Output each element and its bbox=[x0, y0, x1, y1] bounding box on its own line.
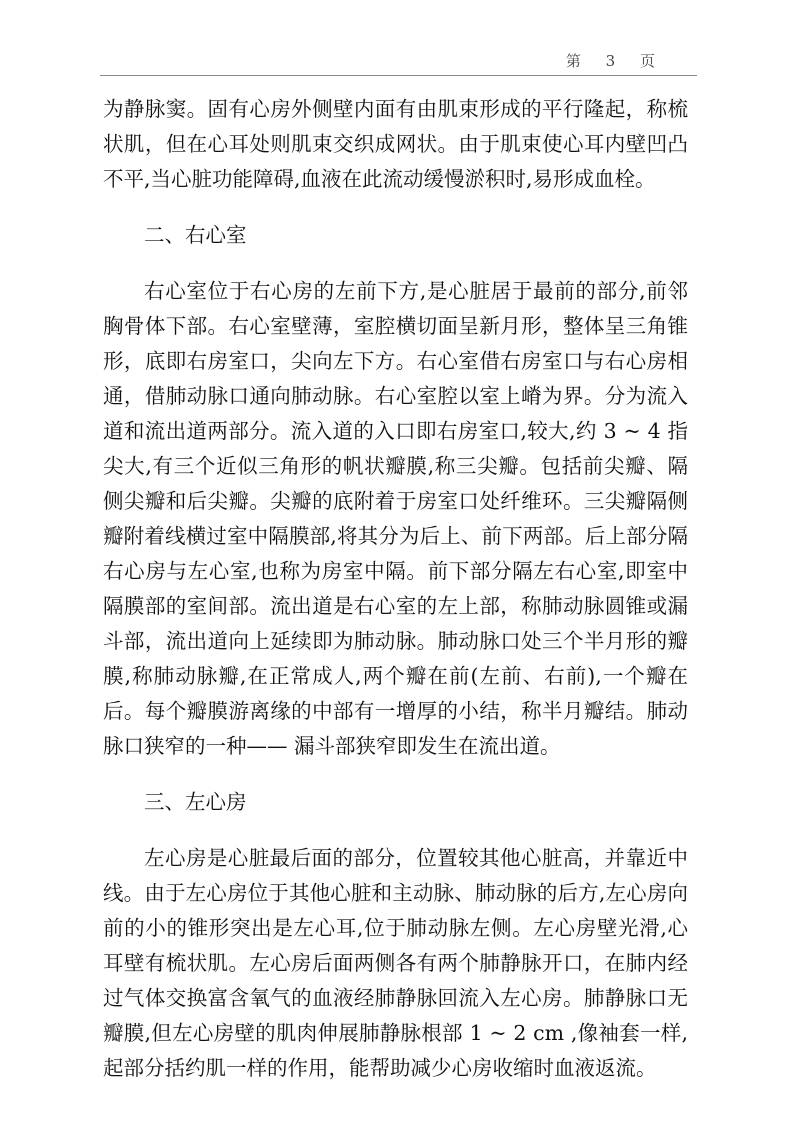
page-number: 第 3 页 bbox=[565, 52, 665, 70]
section-heading-right-ventricle: 二、右心室 bbox=[144, 223, 247, 247]
page-header bbox=[100, 50, 697, 76]
document-body bbox=[103, 92, 688, 1086]
section-heading-left-atrium: 三、左心房 bbox=[144, 790, 247, 814]
paragraph-right-ventricle: 右心室位于右心房的左前下方,是心脏居于最前的部分,前邻胸骨体下部。右心室壁薄，室腔横切面呈新月形，整体呈三角锥形，底即右房室口，尖向左下方。右心室借右房室口与右心房相通，借肺动脉口通向肺动脉。右心室腔以室上嵴为界。分为流入道和流出道两部分。流入道的入口即右房室口,较大,约 3 ~ 4 指尖大,有三个近似三角形的帆状瓣膜,称三尖瓣。包括前尖瓣、隔侧尖瓣和后尖瓣。尖瓣的底附着于房室口处纤维环。三尖瓣隔侧瓣附着线横过室中隔膜部,将其分为后上、前下两部。后上部分隔右心房与左心室,也称为房室中隔。前下部分隔左右心室,即室中隔膜部的室间部。流出道是右心室的左上部，称肺动脉圆锥或漏斗部，流出道向上延续即为肺动脉。肺动脉口处三个半月形的瓣膜,称肺动脉瓣,在正常成人,两个瓣在前(左前、右前),一个瓣在后。每个瓣膜游离缘的中部有一增厚的小结，称半月瓣结。肺动脉口狭窄的一种—— 漏斗部狭窄即发生在流出道。 bbox=[103, 279, 688, 758]
paragraph-left-atrium: 左心房是心脏最后面的部分，位置较其他心脏高，并靠近中线。由于左心房位于其他心脏和主动脉、肺动脉的后方,左心房向前的小的锥形突出是左心耳,位于肺动脉左侧。左心房壁光滑,心耳壁有梳状肌。左心房后面两侧各有两个肺静脉开口，在肺内经过气体交换富含氧气的血液经肺静脉回流入左心房。肺静脉口无瓣膜,但左心房壁的肌肉伸展肺静脉根部 1 ~ 2 cm ,像袖套一样,起部分括约肌一样的作用，能帮助减少心房收缩时血液返流。 bbox=[103, 846, 688, 1080]
paragraph-continued: 为静脉窦。固有心房外侧壁内面有由肌束形成的平行隆起，称梳状肌，但在心耳处则肌束交织成网状。由于肌束使心耳内壁凹凸不平,当心脏功能障碍,血液在此流动缓慢淤积时,易形成血栓。 bbox=[103, 97, 688, 191]
